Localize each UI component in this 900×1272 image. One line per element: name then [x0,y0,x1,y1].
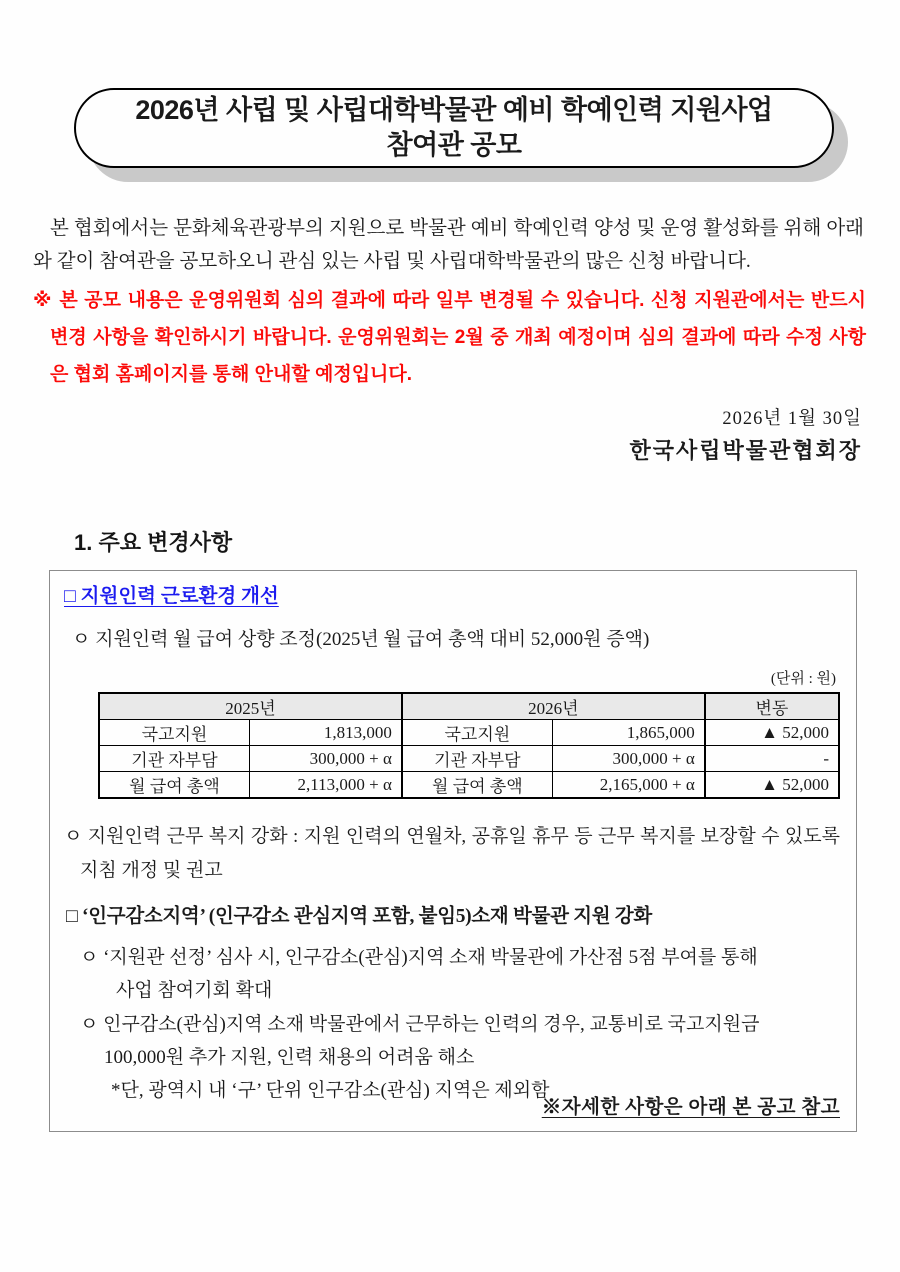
notice-paragraph: ※ 본 공모 내용은 운영위원회 심의 결과에 따라 일부 변경될 수 있습니다. 신청 지원관에서는 반드시 변경 사항을 확인하시기 바랍니다. 운영위원회는 2월 중 개최 예정이며 심의 결과에 따라 수정 사항은 협회 홈페이지를 통해 안내할 예정입니다. [33,290,866,385]
title-box [74,88,834,168]
cell-2026-label: 국고지원 [402,720,552,746]
header-change: 변동 [705,693,839,720]
sub2-item1-line2: 사업 참여기회 확대 [116,980,273,1001]
salary-adjustment-item: ㅇ 지원인력 월 급여 상향 조정(2025년 월 급여 총액 대비 52,000원 증액) [72,629,650,650]
footer-note: ※자세한 사항은 아래 본 공고 참고 [541,1097,840,1118]
cell-change: - [705,746,839,772]
header-2025: 2025년 [99,693,402,720]
header-2026: 2026년 [402,693,705,720]
sub2-heading: □ ‘인구감소지역’ (인구감소 관심지역 포함, 붙임5)소재 박물관 지원 강화 [66,906,652,927]
title-line-2: 참여관 공모 [386,130,522,160]
cell-change: ▲ 52,000 [705,772,839,799]
date-block [0,407,862,465]
document-date: 2026년 1월 30일 [722,409,862,429]
changes-box [49,570,857,1132]
sub2-item2-line2: 100,000원 추가 지원, 인력 채용의 어려움 해소 [104,1047,475,1068]
table-row [99,772,839,799]
salary-table-header-row [99,693,839,720]
signer-name: 한국사립박물관협회장 [629,438,862,463]
intro-paragraph: 본 협회에서는 문화체육관광부의 지원으로 박물관 예비 학예인력 양성 및 운영 활성화를 위해 아래와 같이 참여관을 공모하오니 관심 있는 사립 및 사립대학박물관의 많은 신청 바랍니다. [33,218,864,272]
cell-2025-label: 월 급여 총액 [99,772,249,799]
cell-2026-value: 2,165,000 + α [552,772,705,799]
sub2-item1-line1: ㅇ ‘지원관 선정’ 심사 시, 인구감소(관심)지역 소재 박물관에 가산점 5점 부여를 통해 [80,947,758,968]
cell-2025-label: 국고지원 [99,720,249,746]
title-line-1: 2026년 사립 및 사립대학박물관 예비 학예인력 지원사업 [135,95,773,125]
section-1-heading: 1. 주요 변경사항 [74,530,233,555]
cell-2026-label: 월 급여 총액 [402,772,552,799]
cell-2026-label: 기관 자부담 [402,746,552,772]
sub2-item2-line1: ㅇ 인구감소(관심)지역 소재 박물관에서 근무하는 인력의 경우, 교통비로 국고지원금 [80,1014,760,1035]
table-row [99,746,839,772]
cell-2025-value: 2,113,000 + α [249,772,401,799]
welfare-item: ㅇ 지원인력 근무 복지 강화 : 지원 인력의 연월차, 공휴일 휴무 등 근무 복지를 보장할 수 있도록 지침 개정 및 권고 [64,826,840,881]
cell-2025-value: 1,813,000 [249,720,401,746]
table-row [99,720,839,746]
sub1-heading: □ 지원인력 근로환경 개선 [64,586,279,607]
salary-table [98,692,840,799]
cell-2025-value: 300,000 + α [249,746,401,772]
cell-2026-value: 1,865,000 [552,720,705,746]
unit-note: (단위 : 원) [770,671,836,687]
cell-2025-label: 기관 자부담 [99,746,249,772]
cell-change: ▲ 52,000 [705,720,839,746]
cell-2026-value: 300,000 + α [552,746,705,772]
sub2-item2-note: *단, 광역시 내 ‘구’ 단위 인구감소(관심) 지역은 제외함 [111,1080,550,1101]
